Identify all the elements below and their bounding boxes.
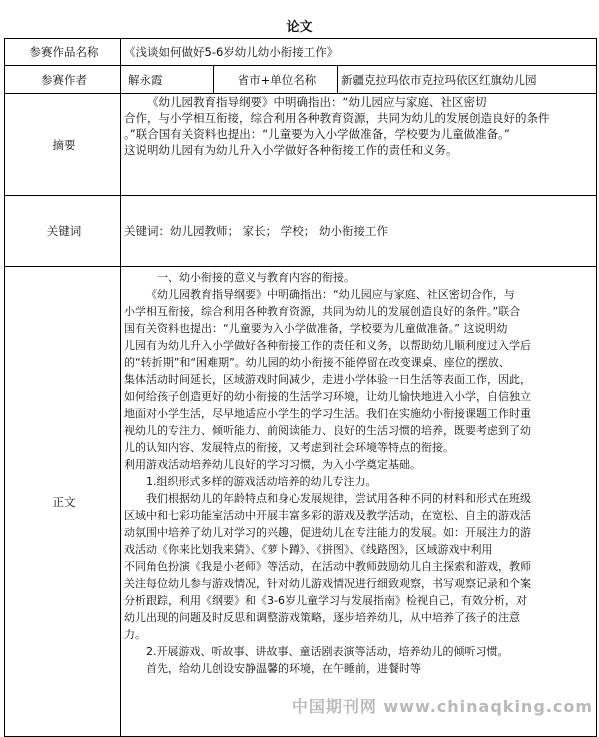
body-line: 不同角色扮演《我是小老师》等活动，在活动中教师鼓励幼儿自主探索和游戏，教师 [124,560,531,573]
body-line: 1.组织形式多样的游戏活动培养的幼儿专注力。 [146,475,377,488]
body-line: 地面对小学生活，尽早地适应小学生的学习生活。我们在实施幼小衔接课题工作时重 [124,407,531,420]
abstract-label: 摘要 [5,94,121,196]
abstract-row [5,94,597,196]
body-line: 动氛围中培养了幼儿对学习的兴趣，促进幼儿在专注能力的发展。如：开展注力的游 [124,526,531,539]
entry-form-table [4,38,597,737]
work-name-row [5,39,597,66]
work-name-label: 参赛作品名称 [5,39,121,66]
body-line: 的“转折期”和“困难期”。幼儿园的幼小衔接不能停留在改变课桌、座位的摆放、 [124,356,510,369]
body-line: 如何给孩子创造更好的幼小衔接的生活学习环境，让幼儿愉快地进入小学，自信独立 [124,390,531,403]
unit-label: 省市+单位名称 [214,66,338,94]
body-line: 利用游戏活动培养幼儿良好的学习习惯，为入小学奠定基础。 [124,458,421,471]
keywords-value: 关键词：幼儿园教师； 家长； 学校； 幼小衔接工作 [121,196,597,267]
body-line: 2.开展游戏、听故事、讲故事、童话剧表演等活动，培养幼儿的倾听习惯。 [146,645,509,658]
body-line: 国有关资料也提出：“儿童要为入小学做准备，学校要为儿童做准备。” 这说明幼 [124,322,508,335]
body-line: 关注每位幼儿参与游戏情况，针对幼儿游戏情况进行细致观察，书写观察记录和个案 [124,577,531,590]
author-row [5,66,597,94]
abstract-line: 这说明幼儿园有为幼儿升入小学做好各种衔接工作的责任和义务。 [124,143,458,157]
body-line: 力。 [124,628,146,641]
work-name-value: 《浅谈如何做好5-6岁幼儿幼小衔接工作》 [121,39,597,66]
keywords-label: 关键词 [5,196,121,267]
abstract-line: 。”联合国有关资料也提出：“儿童要为入小学做准备，学校要为儿童做准备。” [124,127,510,141]
body-line: 我们根据幼儿的年龄特点和身心发展规律，尝试用各种不同的材料和形式在班级 [146,492,531,505]
keywords-row [5,196,597,267]
unit-value: 新疆克拉玛依市克拉玛依区红旗幼儿园 [338,66,597,94]
abstract-line: 《幼儿园教育指导纲要》中明确指出：“幼儿园应与家庭、社区密切 [147,95,487,109]
body-line: 首先，给幼儿创设安静温馨的环境，在午睡前，进餐时等 [146,662,421,675]
body-line: 儿园有为幼儿升入小学做好各种衔接工作的责任和义务，以帮助幼儿顺利度过入学后 [124,339,531,352]
body-line: 戏活动《你来比划我来猜》、《萝卜蹲》、《拼图》、《线路图》，区域游戏中利用 [124,543,493,556]
watermark-logo: 中国期刊网 www.chinaqking.com [291,697,593,716]
body-line: 儿的认知内容、发展特点的衔接，又考虑到社会环境等特点的衔接。 [124,441,454,454]
abstract-line: 合作，与小学相互衔接，综合利用各种教育资源，共同为幼儿的发展创造良好的条件 [124,111,550,125]
body-text [121,267,597,737]
body-line: 分析跟踪，利用《纲要》和《3-6岁儿童学习与发展指南》检视自己，有效分析，对 [124,594,527,607]
document-title: 论文 [286,20,313,35]
body-line: 《幼儿园教育指导纲要》中明确指出：“幼儿园应与家庭、社区密切合作，与 [146,288,515,301]
body-label: 正文 [5,267,121,737]
abstract-text [121,94,597,196]
body-line: 一、幼小衔接的意义与教育内容的衔接。 [157,271,355,284]
body-line: 集体活动时间延长，区域游戏时间减少，走进小学体验一日生活等表面工作，因此， [124,373,531,386]
body-line: 视幼儿的专注力、倾听能力、前阅读能力、良好的生活习惯的培养，既要考虑到了幼 [124,424,531,437]
body-line: 区域中和七彩功能室活动中开展丰富多彩的游戏及教学活动，在宽松、自主的游戏活 [124,509,531,522]
body-row [5,267,597,737]
author-label: 参赛作者 [5,66,121,94]
body-line: 小学相互衔接，综合利用各种教育资源，共同为幼儿的发展创造良好的条件。”联合 [124,305,521,318]
author-value: 解永霞 [121,66,214,94]
body-line: 幼儿出现的问题及时反思和调整游戏策略，逐步培养幼儿，从中培养了孩子的注意 [124,611,520,624]
